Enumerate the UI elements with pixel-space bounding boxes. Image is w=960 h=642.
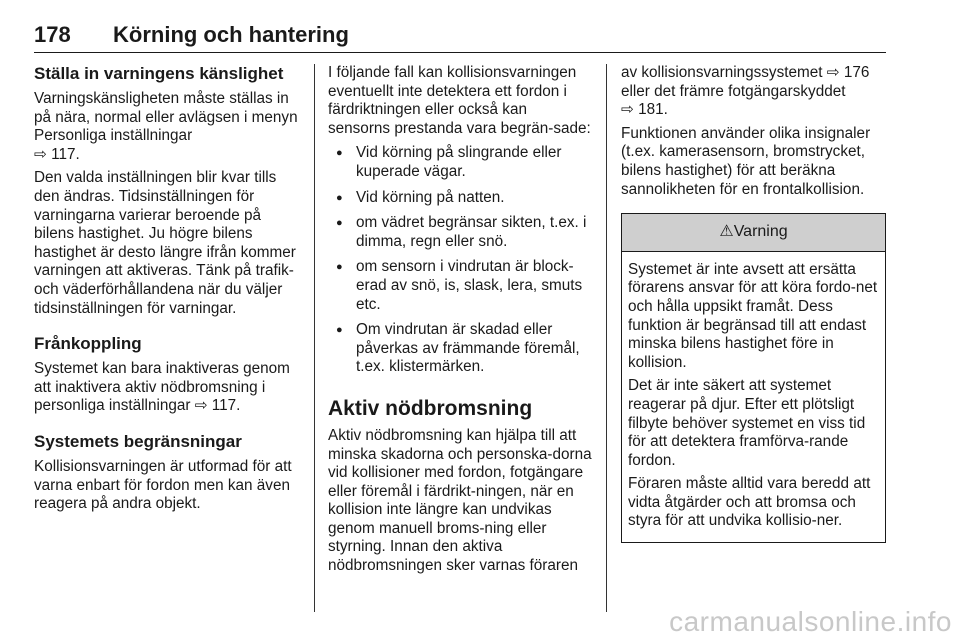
section-title: Systemets begränsningar [34,431,242,451]
page-ref-arrow-icon: ⇨ [621,101,634,119]
page-ref[interactable]: 181. [638,101,668,119]
paragraph: I följande fall kan kollisionsvarningen eventuellt inte detektera ett fordon i färdriktningen eller också kan sensorns prestanda vara begrän-sade: [328,64,591,137]
column-left [34,64,300,519]
warning-title: Varning [733,223,788,241]
paragraph: Funktionen använder olika insignaler (t.ex. kamerasensorn, bromstrycket, bilens hastighet) för att beräkna sannolikheten för en frontalkollision. [621,124,871,198]
section-title: Frånkoppling [34,334,142,354]
list-item: ● Om vindrutan är skadad eller påverkas av främmande föremål, t.ex. klistermärken. [328,321,592,377]
section-title: Aktiv nödbromsning [328,396,533,420]
column-divider [314,64,315,612]
page-title: Körning och hantering [113,22,349,47]
page-header [34,22,886,53]
page-ref-arrow-icon: ⇨ [826,64,840,81]
paragraph: Aktiv nödbromsning kan hjälpa till att minska skadorna och personska-dorna vid kollisioner med fordon, fotgängare eller föremål i färdrikt-ningen, när en kollision inte längre kan undvikas genom manuell broms-ning eller styrning. Innan den aktiva nödbromsningen sker varnas föraren [328,426,592,575]
paragraph: av kollisionsvarningssystemet ⇨ 176 eller det främre fotgängarskyddet ⇨ 181. [621,64,870,119]
warning-box [621,213,886,543]
list-item: ● Vid körning på slingrande eller kuperade vägar. [328,144,592,181]
warning-body [622,252,885,542]
bullet-list [328,144,592,377]
paragraph: Föraren måste alltid vara beredd att vidta åtgärder och att bromsa och styra för att undvika kollisio-ner. [628,475,871,530]
paragraph: Systemet kan bara inaktiveras genom att inaktivera aktiv nödbromsning i personliga inställningar ⇨ 117. [34,360,290,415]
warning-header [622,214,885,252]
page-ref-arrow-icon: ⇨ [34,145,47,163]
watermark: carmanualsonline.info [669,606,952,637]
list-item: ● om vädret begränsar sikten, t.ex. i dimma, regn eller snö. [328,214,592,251]
list-item: ● Vid körning på natten. [328,189,592,208]
paragraph: Varningskänsligheten måste ställas in på nära, normal eller avlägsen i menyn Personliga inställningar ⇨ 117. [34,90,298,163]
page-number: 178 [34,22,71,47]
section-title: Ställa in varningens känslighet [34,64,284,83]
column-divider [606,64,607,612]
paragraph: Den valda inställningen blir kvar tills den ändras. Tidsinställningen för varningarna varierar beroende på bilens hastighet. Ju högre bilens hastighet är desto längre ifrån kommer varningen att aktiveras. Tänk på trafik- och väderförhållandena när du väljer tidsinställningen för varningar. [34,169,296,317]
warning-triangle-icon: ⚠ [719,223,734,241]
paragraph: Det är inte säkert att systemet reagerar på djur. Efter ett plötsligt filbyte behöver systemet en viss tid för att detektera framförva-rande fordon. [628,377,866,469]
page-ref[interactable]: 176 [843,64,870,81]
column-middle [328,64,592,581]
paragraph: Kollisionsvarningen är utformad för att varna enbart för fordon men kan även reagera på andra objekt. [34,457,292,513]
page-ref[interactable]: 117. [51,145,80,163]
paragraph: Systemet är inte avsett att ersätta förarens ansvar för att köra fordo-net och hålla uppsikt framåt. Dess funktion är begränsad till att endast minska bilens hastighet före in kollision. [628,260,878,371]
column-right [621,64,886,543]
list-item: ● om sensorn i vindrutan är block-erad av snö, is, slask, lera, smuts etc. [328,258,592,314]
page-ref[interactable]: 117. [211,397,241,415]
page-ref-arrow-icon: ⇨ [194,397,208,415]
